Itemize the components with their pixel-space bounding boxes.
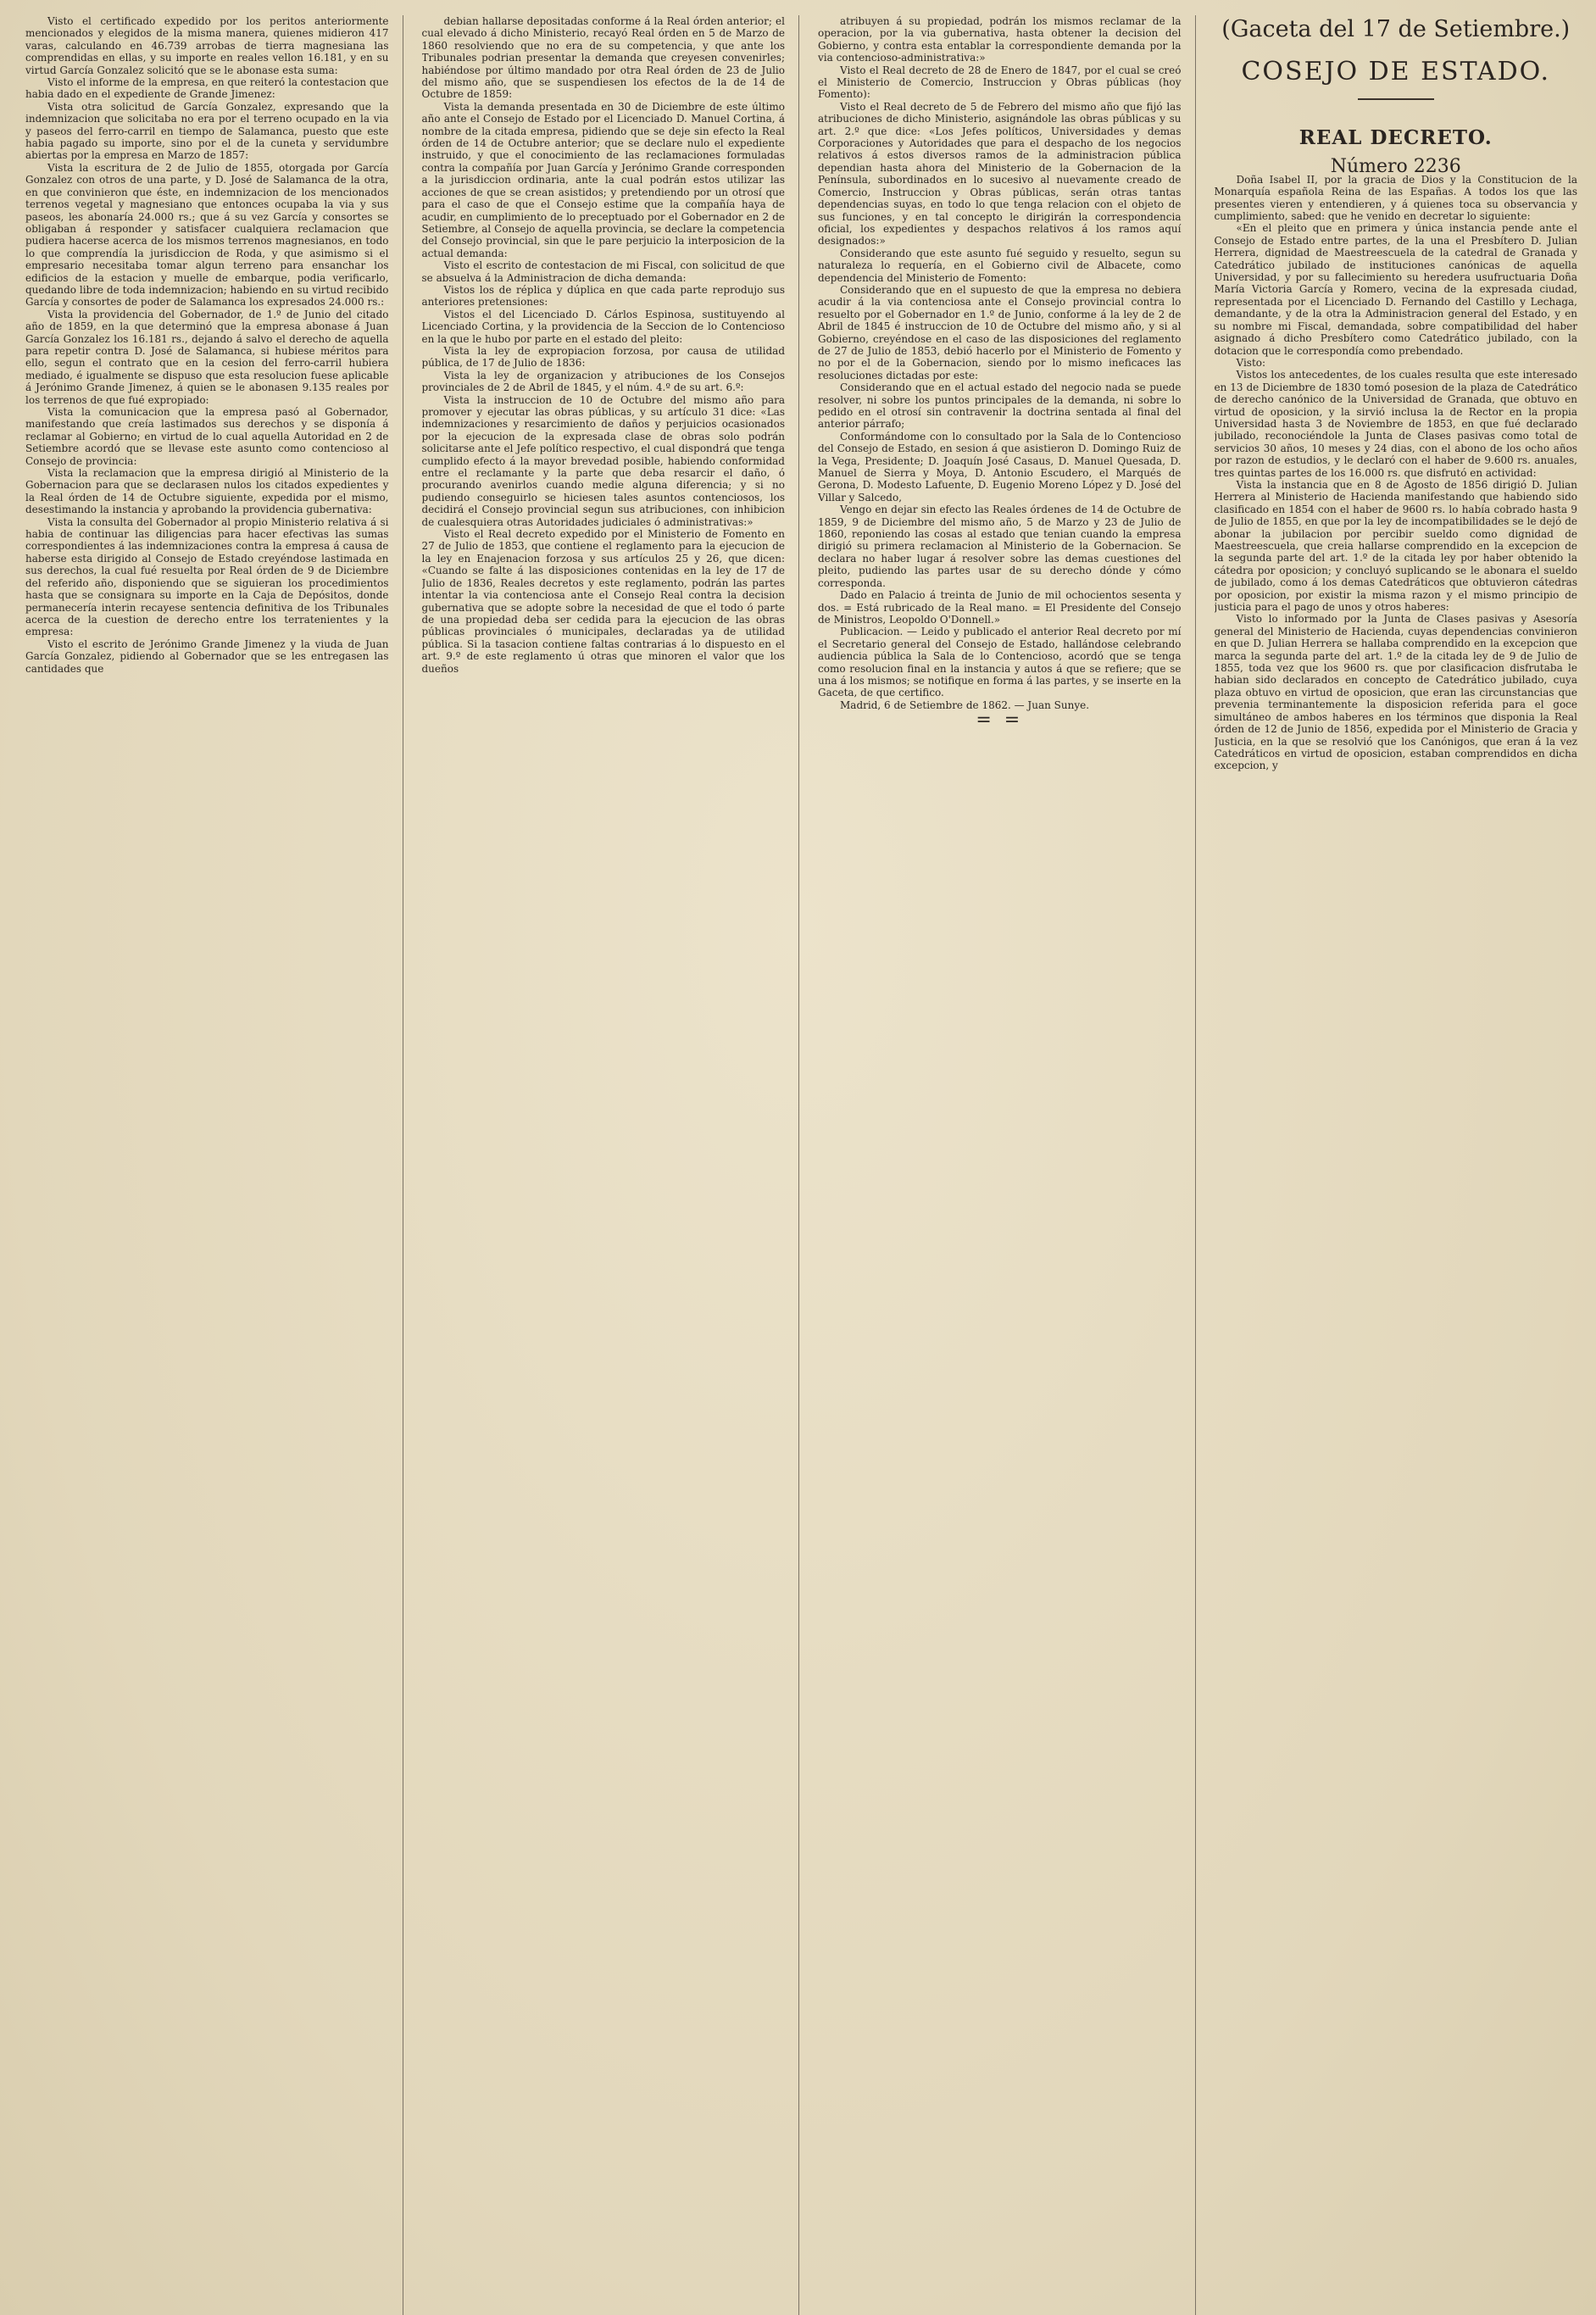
paragraph: Vista la reclamacion que la empresa dirigió al Ministerio de la Gobernacion para que se declarasen nulos los citados expedientes y la Real órden de 14 de Octubre siguiente, expedida por el mismo, desestimando la instancia y aprobando la providencia gubernativa: — [25, 467, 389, 516]
paragraph: Dado en Palacio á treinta de Junio de mil ochocientos sesenta y dos. = Está rubricado de la Real mano. = El Presidente del Consejo de Ministros, Leopoldo O'Donnell.» — [818, 589, 1182, 626]
paragraph: Vista la comunicacion que la empresa pasó al Gobernador, manifestando que creía lastimados sus derechos y se disponía á reclamar al Gobierno; en virtud de lo cual aquella Autoridad en 2 de Setiembre acordó que se llevase este asunto como contencioso al Consejo de provincia: — [25, 406, 389, 467]
paragraph: debian hallarse depositadas conforme á la Real órden anterior; el cual elevado á dicho Ministerio, recayó Real órden en 5 de Marzo de 1860 resolviendo que no era de su competencia, y que ante los Tribunales podrian presentar la demanda que creyesen convenirles; habiéndose por último mandado por otra Real órden de 23 de Julio del mismo año, que se suspendiesen los efectos de la de 14 de Octubre de 1859: — [421, 15, 785, 101]
paragraph: Visto: — [1236, 356, 1266, 369]
paragraph: Conformándome con lo consultado por la Sala de lo Contencioso del Consejo de Estado, en sesion á que asistieron D. Domingo Ruiz de la Vega, Presidente; D. Joaquín José Casaus, D. Manuel Quesada, D. Manuel de Sierra y Moya, D. Antonio Escudero, el Marqués de Gerona, D. Modesto Lafuente, D. Eugenio Moreno López y D. José del Villar y Salcedo, — [818, 430, 1182, 504]
paragraph: Vista la escritura de 2 de Julio de 1855, otorgada por García Gonzalez con otros de una parte, y D. José de Salamanca de la otra, en que convinieron que éste, en indemnizacion de los mencionados terrenos vegetal y magnesiano que entonces ocupaba la via y sus paseos, les abonaría 24.000 rs.; que á su vez García y consortes se obligaban á responder y satisfacer cualquiera reclamacion que pudiera hacerse acerca de los mismos terrenos magnesianos, en todo lo que comprendía la jurisdiccion de Roda, y que asimismo si el empresario necesitaba tomar algun terreno para ensanchar los edificios de la estacion y muelle de embarque, podia verificarlo, quedando libre de toda indemnizacion; habiendo en su virtud recibido García y consortes de poder de Salamanca los expresados 24.000 rs.: — [25, 161, 389, 309]
paragraph: Vista la ley de organizacion y atribuciones de los Consejos provinciales de 2 de Abril de 1845, y el núm. 4.º de su art. 6.º: — [421, 369, 785, 394]
paragraph: Visto el Real decreto de 28 de Enero de 1847, por el cual se creó el Ministerio de Comercio, Instruccion y Obras públicas (hoy Fomento): — [818, 64, 1182, 101]
paragraph: Vengo en dejar sin efecto las Reales órdenes de 14 de Octubre de 1859, 9 de Diciembre del mismo año, 5 de Marzo y 23 de Julio de 1860, reponiendo las cosas al estado que tenian cuando la empresa dirigió su primera reclamacion al Ministerio de la Gobernacion. Se declara no haber lugar á resolver sobre las demas cuestiones del pleito, pudiendo las partes usar de su derecho dónde y cómo corresponda. — [818, 504, 1182, 589]
section-title: COSEJO DE ESTADO. — [1241, 57, 1551, 86]
text-column-3 — [818, 15, 1196, 2315]
paragraph: Vistos el del Licenciado D. Cárlos Espinosa, sustituyendo al Licenciado Cortina, y la providencia de la Seccion de lo Contencioso en la que le hubo por parte en el estado del pleito: — [421, 308, 785, 345]
paragraph: Visto el escrito de Jerónimo Grande Jimenez y la viuda de Juan García Gonzalez, pidiendo al Gobernador que se les entregasen las cantidades que — [25, 637, 389, 675]
paragraph: Vista otra solicitud de García Gonzalez, expresando que la indemnizacion que solicitaba no era por el terreno ocupado en la via y paseos del ferro-carril en tiempo de Salamanca, puesto que este habia pagado su importe, sino por el de la cuneta y servidumbre abiertas por la empresa en Marzo de 1857: — [25, 100, 389, 162]
title-rule — [1358, 98, 1434, 100]
paragraph: «En el pleito que en primera y única instancia pende ante el Consejo de Estado entre partes, de la una el Presbítero D. Julian Herrera, dignidad de Maestreescuela de la catedral de Granada y Catedrático jubilado de instituciones canónicas de aquella Universidad, y por su fallecimiento su heredera usufructuaria Doña María Victoria García y Romero, vecina de la expresada ciudad, representada por el Licenciado D. Fernando del Castillo y Lechaga, demandante, y de la otra la Administracion general del Estado, y en su nombre mi Fiscal, demandada, sobre compatibilidad del haber asignado á dicho Presbítero como Catedrático jubilado, con la dotacion que le correspondía como prebendado. — [1214, 222, 1577, 357]
paragraph: Madrid, 6 de Setiembre de 1862. — Juan Sunye. — [840, 698, 1090, 711]
paragraph: Vista la instruccion de 10 de Octubre del mismo año para promover y ejecutar las obras públicas, y su artículo 31 dice: «Las indemnizaciones y resarcimiento de daños y perjuicios ocasionados por la ejecucion de la expresada clase de obras solo podrán solicitarse ante el Jefe político respectivo, el cual dispondrá que tenga cumplido efecto á la mayor brevedad posible, habiendo conformidad entre el reclamante y la parte que deba resarcir el daño, ó procurando avenirlos cuando medie alguna diferencia; y si no pudiendo conseguirlo se hiciesen tales asuntos contenciosos, los decidirá el Consejo provincial segun sus atribuciones, con inhibicion de cualesquiera otras Autoridades judiciales ó administrativas:» — [421, 393, 785, 528]
paragraph: Vistos los antecedentes, de los cuales resulta que este interesado en 13 de Diciembre de 1830 tomó posesion de la plaza de Catedrático de derecho canónico de la Universidad de Granada, que obtuvo en virtud de oposicion, y la sirvió inclusa la de Rector en la propia Universidad hasta 3 de Noviembre de 1853, en que fué declarado jubilado, reconociéndole la Junta de Clases pasivas como total de servicios 30 años, 10 meses y 24 dias, con el abono de los ocho años por razon de estudios, y le declaró con el haber de 9.600 rs. anuales, tres quintas partes de los 16.000 rs. que disfrutó en actividad: — [1214, 369, 1577, 479]
decree-number: Número 2236 — [1330, 156, 1461, 178]
paragraph: Publicacion. — Leido y publicado el anterior Real decreto por mí el Secretario general del Consejo de Estado, hallándose celebrando audiencia pública la Sala de lo Contencioso, acordó que se tenga como resolucion final en la instancia y autos á que se refiere; que se una á los mismos; se notifique en forma á las partes, y se inserte en la Gaceta, de que certifico. — [818, 626, 1182, 699]
paragraph: Vista la instancia que en 8 de Agosto de 1856 dirigió D. Julian Herrera al Ministerio de Hacienda manifestando que habiendo sido clasificado en 1854 con el haber de 9600 rs. lo había cobrado hasta 9 de Julio de 1855, en que por la ley de incompatibilidades se le dejó de abonar la jubilacion por percibir sueldo como dignidad de Maestreescuela, que creia hallarse comprendido en la excepcion de la segunda parte del art. 1.º de la citada ley por haber obtenido la cátedra por oposicion; y concluyó suplicando se le abonara el sueldo de jubilado, como á los demas Catedráticos que obtuvieron cátedras por oposicion, por existir la misma razon y el mismo principio de justicia para el pago de unos y otros haberes: — [1214, 478, 1577, 614]
paragraph: Considerando que en el supuesto de que la empresa no debiera acudir á la via contenciosa ante el Consejo provincial contra lo resuelto por el Gobernador en 1.º de Junio, conforme á la ley de 2 de Abril de 1845 é instruccion de 10 de Octubre del mismo año, y si al Gobierno, creyéndose en el caso de las disposiciones del reglamento de 27 de Julio de 1853, debió hacerlo por el Ministerio de Fomento y no por el de la Gobernacion, siendo por lo mismo ineficaces las resoluciones dictadas por este: — [818, 283, 1182, 381]
paragraph: Visto el certificado expedido por los peritos anteriormente mencionados y elegidos de la misma manera, quienes midieron 417 varas, calculando en 46.739 arrobas de tierra magnesiana las comprendidas en ellas, y su importe en reales vellon 16.181, y en su virtud García Gonzalez solicitó que se le abonase esta suma: — [25, 15, 389, 76]
paragraph: Doña Isabel II, por la gracia de Dios y la Constitucion de la Monarquía española Reina de las Españas. A todos los que las presentes vieren y entendieren, y á quienes toca su observancia y cumplimiento, sabed: que he venido en decretar lo siguiente: — [1214, 173, 1577, 223]
paragraph: Visto el Real decreto expedido por el Ministerio de Fomento en 27 de Julio de 1853, que contiene el reglamento para la ejecucion de la ley en Enajenacion forzosa y sus artículos 25 y 26, que dicen: «Cuando se falte á las disposiciones contenidas en la ley de 17 de Julio de 1836, Reales decretos y este reglamento, podrán las partes intentar la via contenciosa ante el Consejo Real contra la decision gubernativa que se adopte sobre la necesidad de que el todo ó parte de una propiedad deba ser cedida para la ejecucion de las obras públicas provinciales ó municipales, declaradas ya de utilidad pública. Si la tasacion contiene faltas contrarias á lo dispuesto en el art. 9.º de este reglamento ú otras que minoren el valor que los dueños — [421, 528, 785, 675]
decree-heading: REAL DECRETO. — [1298, 126, 1493, 149]
paragraph: Considerando que en el actual estado del negocio nada se puede resolver, ni sobre los puntos principales de la demanda, ni sobre lo pedido en el otrosí sin contravenir la doctrina sentada al final del anterior párrafo; — [818, 381, 1182, 431]
text-column-2 — [422, 15, 800, 2315]
paragraph: Vista la demanda presentada en 30 de Diciembre de este último año ante el Consejo de Estado por el Licenciado D. Manuel Cortina, á nombre de la citada empresa, pidiendo que se deje sin efecto la Real órden de 14 de Octubre anterior; que se declare nulo el expediente instruido, y que el conocimiento de las reclamaciones formuladas contra la compañía por Juan García y Jerónimo Grande corresponden a la jurisdiccion ordinaria, ante la cual podrán estos utilizar las acciones de que se crean asistidos; y pretendiendo por un otrosí que para el caso de que el Consejo estime que la compañía haya de acudir, en cumplimiento de lo preceptuado por el Gobernador en 2 de Setiembre, al Consejo de aquella provincia, se declare la competencia del Consejo provincial, sin que le pare perjuicio la interposicion de la actual demanda: — [421, 100, 785, 259]
paragraph: Visto lo informado por la Junta de Clases pasivas y Asesoría general del Ministerio de Hacienda, cuyas dependencias convinieron en que D. Julian Herrera se hallaba comprendido en la excepcion que marca la segunda parte del art. 1.º de la citada ley de 9 de Julio de 1855, toda vez que los 9600 rs. que por clasificacion disfrutaba le habian sido declarados en concepto de Catedrático jubilado, cuya plaza obtuvo en virtud de oposicion, que eran las circunstancias que prevenia terminantemente la disposicion referida para el goce simultáneo de ambos haberes en los términos que disponia la Real órden de 12 de Junio de 1856, expedida por el Ministerio de Gracia y Justicia, en la que se resolvió que los Canónigos, que eran á la vez Catedráticos en virtud de oposicion, estaban comprendidos en dicha excepcion, y — [1214, 613, 1577, 772]
paragraph: Vista la consulta del Gobernador al propio Ministerio relativa á si habia de continuar las diligencias para hacer efectivas las sumas correspondientes á las indemnizaciones contra la empresa á causa de haberse esta dirigido al Consejo de Estado creyéndose lastimada en sus derechos, la cual fué resuelta por Real órden de 9 de Diciembre del referido año, disponiendo que se siguieran los procedimientos hasta que se consignara su importe en la Caja de Depósitos, donde permanecería interin recayese sentencia definitiva de los Tribunales acerca de la cuestion de derecho entre los terratenientes y la empresa: — [25, 515, 389, 638]
paragraph: Vista la providencia del Gobernador, de 1.º de Junio del citado año de 1859, en la que determinó que la empresa abonase á Juan García Gonzalez los 16.181 rs., dejando á salvo el derecho de aquella para repetir contra D. José de Salamanca, si hubiese méritos para ello, segun el contrato que en la cesion del ferro-carril hubiera mediado, é igualmente se dispuso que esta resolucion fuese aplicable á Jerónimo Grande Jimenez, á quien se le abonasen 9.135 reales por los terrenos de que fué expropiado: — [25, 308, 389, 406]
gazette-date-line: (Gaceta del 17 de Setiembre.) — [1221, 16, 1571, 42]
column-end-mark: = = — [976, 710, 1024, 732]
text-column-1 — [25, 15, 403, 2315]
paragraph: Vistos los de réplica y dúplica en que cada parte reprodujo sus anteriores pretensiones: — [421, 283, 785, 309]
paragraph: Visto el escrito de contestacion de mi Fiscal, con solicitud de que se absuelva á la Administracion de dicha demanda: — [421, 259, 785, 284]
paragraph: Visto el informe de la empresa, en que reiteró la contestacion que habia dado en el expediente de Grande Jimenez: — [25, 76, 389, 101]
paragraph: Considerando que este asunto fué seguido y resuelto, segun su naturaleza lo requería, en el Gobierno civil de Albacete, como dependencia del Ministerio de Fomento: — [818, 247, 1182, 284]
paragraph: Vista la ley de expropiacion forzosa, por causa de utilidad pública, de 17 de Julio de 1836: — [421, 344, 785, 370]
paragraph: Visto el Real decreto de 5 de Febrero del mismo año que fijó las atribuciones de dicho Ministerio, asignándole las obras públicas y su art. 2.º que dice: «Los Jefes políticos, Universidades y demas Corporaciones y Autoridades que para el despacho de los negocios relativos á estos diversos ramos de la administracion pública dependian hasta ahora del Ministerio de la Gobernacion de la Península, subordinados en lo sucesivo al nuevamente creado de Comercio, Instruccion y Obras públicas, serán otras tantas dependencias suyas, en todo lo que tenga relacion con el objeto de sus funciones, y en tal concepto le dirigirán la correspondencia oficial, los expedientes y despachos relativos á los ramos aquí designados:» — [818, 100, 1182, 248]
paragraph: atribuyen á su propiedad, podrán los mismos reclamar de la operacion, por la via gubernativa, hasta obtener la decision del Gobierno, y contra esta entablar la correspondiente demanda por la via contencioso-administrativa:» — [818, 15, 1182, 64]
text-column-4 — [1215, 15, 1578, 2315]
